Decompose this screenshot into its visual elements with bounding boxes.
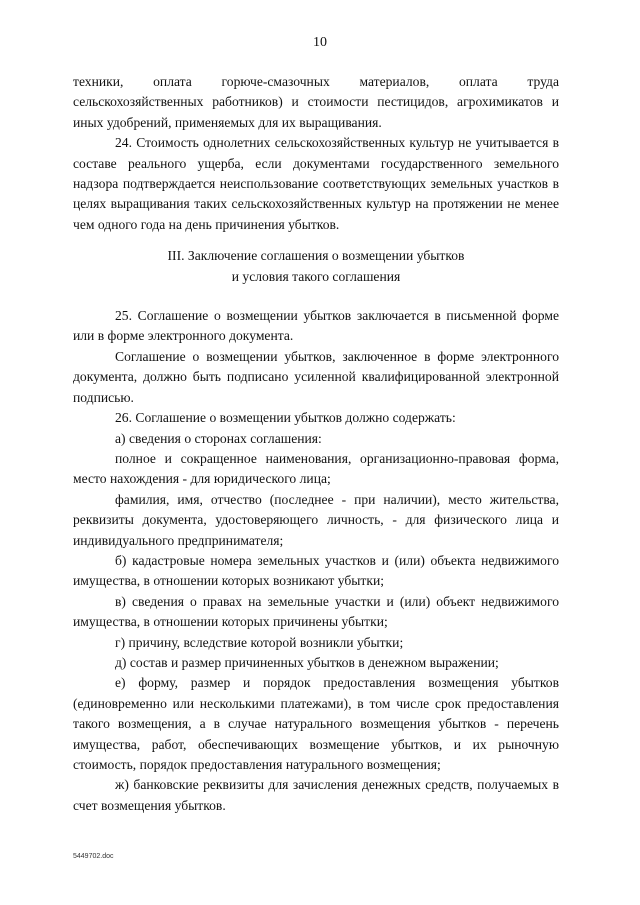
- item-b: б) кадастровые номера земельных участков и (или) объекта недвижимого имущества, в отношении которых возникают убытки;: [73, 552, 559, 589]
- item-zh: ж) банковские реквизиты для зачисления денежных средств, получаемых в счет возмещения убытков.: [73, 777, 559, 813]
- section-title: [73, 246, 559, 287]
- item-a: а) сведения о сторонах соглашения:: [115, 430, 322, 446]
- item-a-legal-entity: полное и сокращенное наименования, организационно-правовая форма, место нахождения - для юридического лица;: [73, 450, 559, 487]
- section-title-line-1: III. Заключение соглашения о возмещении убытков: [167, 248, 465, 264]
- page-number: 10: [313, 35, 327, 50]
- item-a-individual: фамилия, имя, отчество (последнее - при наличии), место жительства, реквизиты документа, удостоверяющего личность, - для физического лица и индивидуального предпринимателя;: [73, 491, 559, 548]
- section-title-line-2: и условия такого соглашения: [231, 268, 401, 284]
- item-e: е) форму, размер и порядок предоставления возмещения убытков (единовременно или несколькими платежами), в том числе срок предоставления такого возмещения, а в случае натурального возмещения убытков - перечень имущества, работ, обеспечивающих возмещение убытков, и их рыночную стоимость, порядок предоставления натурального возмещения;: [73, 675, 559, 772]
- paragraph-25-electronic: Соглашение о возмещении убытков, заключенное в форме электронного документа, должно быть подписано усиленной квалифицированной электронной подписью.: [73, 348, 559, 405]
- footer-filename: 5449702.doc: [73, 853, 114, 860]
- paragraph-26: 26. Соглашение о возмещении убытков должно содержать:: [115, 410, 456, 426]
- item-v: в) сведения о правах на земельные участки и (или) объект недвижимого имущества, в отношении которых причинены убытки;: [73, 593, 559, 630]
- item-d: д) состав и размер причиненных убытков в денежном выражении;: [115, 654, 499, 670]
- paragraph-25: 25. Соглашение о возмещении убытков заключается в письменной форме или в форме электронного документа.: [73, 308, 559, 344]
- paragraph-24: 24. Стоимость однолетних сельскохозяйственных культур не учитывается в составе реального ущерба, если документами государственного земельного надзора подтверждается неиспользование соответствующих земельных участков в целях выращивания таких сельскохозяйственных культур на протяжении не менее чем одного года на день причинения убытков.: [73, 135, 559, 232]
- document-body: [73, 72, 559, 816]
- item-g: г) причину, вследствие которой возникли убытки;: [115, 634, 404, 650]
- paragraph-continuation: техники, оплата горюче-смазочных материалов, оплата труда сельскохозяйственных работников) и стоимости пестицидов, агрохимикатов и иных удобрений, применяемых для их выращивания.: [73, 74, 559, 130]
